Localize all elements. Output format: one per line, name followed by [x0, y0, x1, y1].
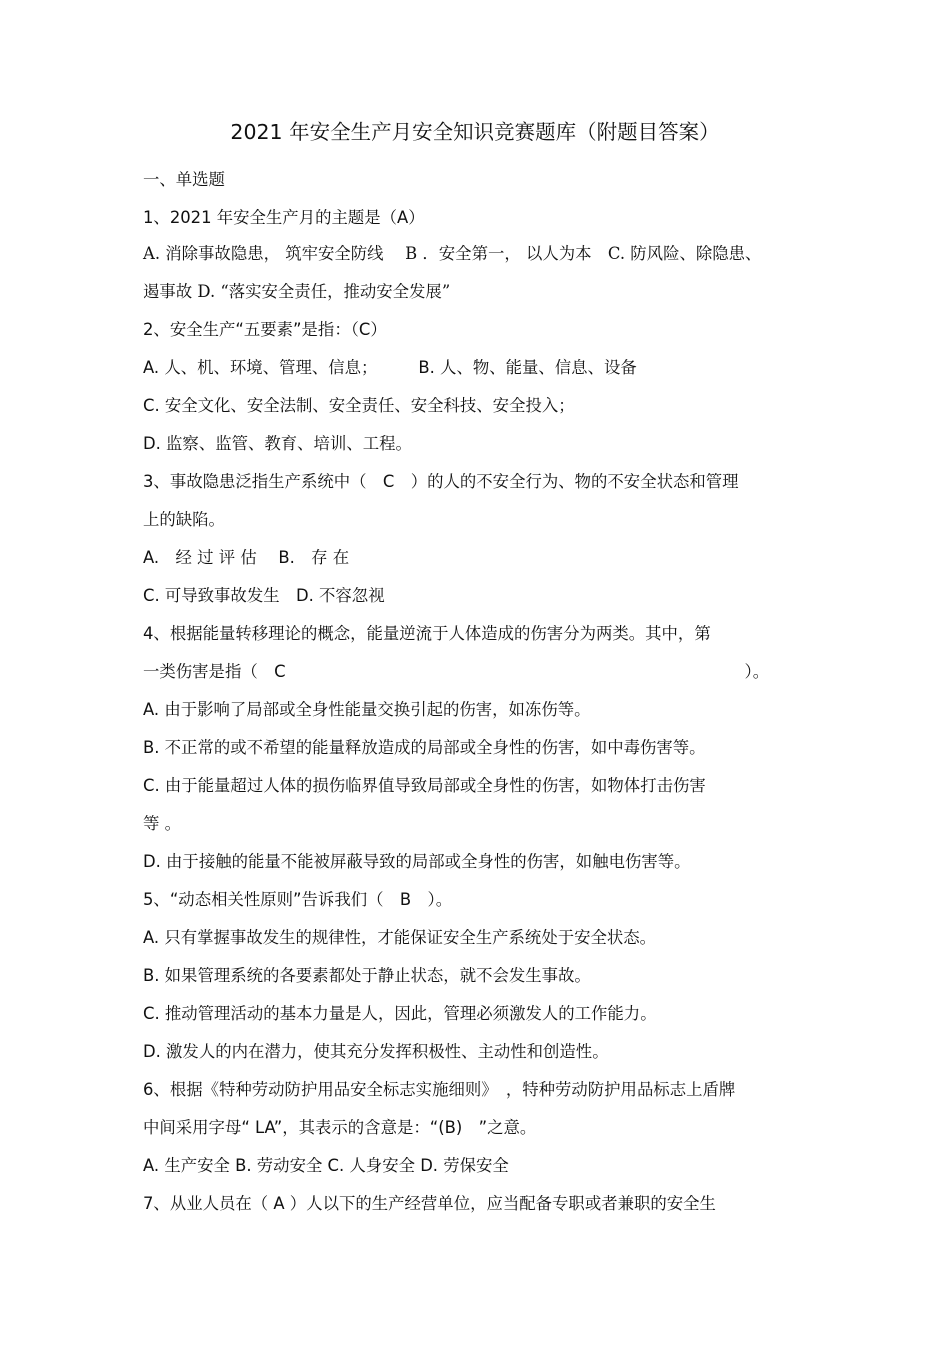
- page-title: 2021 年安全生产月安全知识竞赛题库（附题目答案）: [230, 120, 720, 144]
- text-line: C. 由于能量超过人体的损伤临界值导致局部或全身性的伤害，如物体打击伤害: [143, 776, 706, 795]
- text-line: C. 可导致事故发生 D. 不容忽视: [143, 586, 385, 605]
- text-line: D. 监察、监管、教育、培训、工程。: [143, 434, 412, 453]
- text-line: 6、根据《特种劳动防护用品安全标志实施细则》 ，特种劳动防护用品标志上盾牌: [143, 1080, 736, 1099]
- text-line: A. 只有掌握事故发生的规律性，才能保证安全生产系统处于安全状态。: [143, 928, 657, 947]
- text-line: 3、事故隐患泛指生产系统中（ C ）的人的不安全行为、物的不安全状态和管理: [143, 472, 739, 491]
- text-line: 4、根据能量转移理论的概念，能量逆流于人体造成的伤害分为两类。其中，第: [143, 624, 711, 643]
- text-line: C. 安全文化、安全法制、安全责任、安全科技、安全投入；: [143, 396, 575, 415]
- text-line: 等 。: [143, 814, 181, 833]
- text-line: 遏事故 D. “落实安全责任，推动安全发展”: [143, 282, 451, 301]
- text-line: A. 消除事故隐患， 筑牢安全防线 B ．安全第一， 以人为本 C. 防风险、除隐患、: [143, 244, 762, 263]
- text-line: A. 经 过 评 估 B. 存 在: [143, 548, 350, 567]
- text-line: 7、从业人员在（ A ）人以下的生产经营单位，应当配备专职或者兼职的安全生: [143, 1194, 716, 1213]
- text-line: 5、“动态相关性原则”告诉我们（ B ）。: [143, 890, 453, 909]
- text-line: 1、2021 年安全生产月的主题是（A）: [143, 208, 425, 227]
- text-line: D. 激发人的内在潜力，使其充分发挥积极性、主动性和创造性。: [143, 1042, 609, 1061]
- text-line: C. 推动管理活动的基本力量是人，因此，管理必须激发人的工作能力。: [143, 1004, 657, 1023]
- text-line: B. 不正常的或不希望的能量释放造成的局部或全身性的伤害，如中毒伤害等。: [143, 738, 706, 757]
- text-line: A. 生产安全 B. 劳动安全 C. 人身安全 D. 劳保安全: [143, 1156, 509, 1175]
- text-line: 一类伤害是指（ C ）。: [143, 662, 770, 681]
- section-heading: 一、单选题: [143, 170, 225, 189]
- text-line: A. 人、机、环境、管理、信息； B. 人、物、能量、信息、设备: [143, 358, 637, 377]
- text-line: 中间采用字母“ LA”，其表示的含意是：“(B) ”之意。: [143, 1118, 537, 1137]
- text-line: A. 由于影响了局部或全身性能量交换引起的伤害，如冻伤等。: [143, 700, 591, 719]
- text-line: B. 如果管理系统的各要素都处于静止状态，就不会发生事故。: [143, 966, 591, 985]
- text-line: D. 由于接触的能量不能被屏蔽导致的局部或全身性的伤害，如触电伤害等。: [143, 852, 691, 871]
- text-line: 2、安全生产“五要素”是指：（C）: [143, 320, 387, 339]
- text-line: 上的缺陷。: [143, 510, 225, 529]
